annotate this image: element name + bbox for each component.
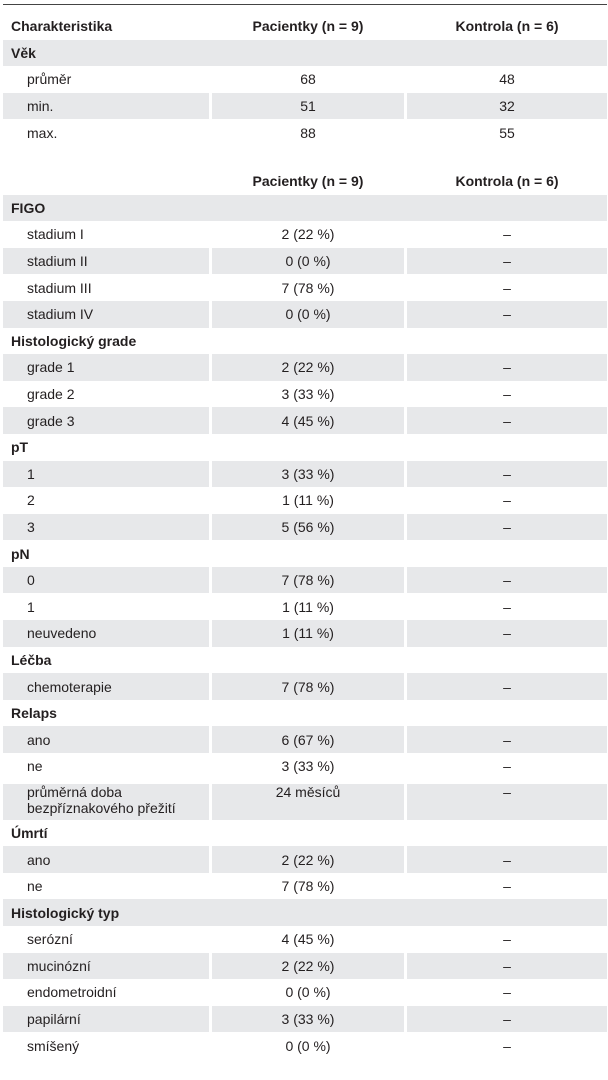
row-label: ne [27, 878, 43, 895]
table-top-rule [3, 4, 607, 5]
table-row [3, 119, 607, 146]
control-value: – [503, 931, 511, 948]
table-row [3, 846, 607, 873]
table-row [3, 66, 607, 93]
row-label: mucinózní [3, 953, 209, 980]
patients-value: 3 (33 %) [281, 386, 335, 403]
table-row [3, 726, 607, 753]
table-row [3, 1032, 607, 1059]
group-title: Histologický typ [3, 899, 607, 926]
control-value: 32 [407, 93, 607, 120]
row-label: 1 [3, 461, 209, 488]
control-value: – [407, 726, 607, 753]
control-value: – [407, 1006, 607, 1033]
row-label: serózní [27, 931, 73, 948]
row-label: chemoterapie [3, 673, 209, 700]
age-section-title [3, 40, 607, 67]
section-gap [3, 146, 607, 168]
group-title-row [3, 195, 607, 222]
control-value: – [407, 953, 607, 980]
patients-value: 2 (22 %) [212, 953, 404, 980]
row-label: průměr [27, 71, 72, 88]
header-empty [3, 168, 209, 195]
control-value: – [407, 514, 607, 541]
group-title: Léčba [11, 651, 52, 668]
characteristics-table [3, 0, 607, 1059]
row-label: papilární [3, 1006, 209, 1033]
table-header [3, 13, 607, 40]
header-control: Kontrola (n = 6) [455, 173, 559, 190]
row-label: 1 [27, 598, 35, 615]
control-value: – [407, 620, 607, 647]
control-value: – [503, 226, 511, 243]
control-value: – [503, 984, 511, 1001]
patients-value: 2 (22 %) [212, 354, 404, 381]
patients-value: 0 (0 %) [212, 301, 404, 328]
patients-value: 24 měsíců [212, 784, 404, 820]
control-value: – [503, 758, 511, 775]
table-row [3, 514, 607, 541]
control-value: – [407, 846, 607, 873]
patients-value: 7 (78 %) [281, 279, 335, 296]
row-label: stadium I [27, 226, 84, 243]
row-label: ano [3, 846, 209, 873]
row-label: 3 [3, 514, 209, 541]
patients-value: 51 [212, 93, 404, 120]
patients-value: 5 (56 %) [212, 514, 404, 541]
row-label: 2 [27, 492, 35, 509]
control-value: – [503, 279, 511, 296]
control-value: 48 [499, 71, 515, 88]
patients-value: 1 (11 %) [212, 620, 404, 647]
control-value: – [503, 1037, 511, 1054]
table-row [3, 1006, 607, 1033]
row-label: stadium II [3, 248, 209, 275]
row-label: grade 2 [27, 386, 75, 403]
patients-value: 2 (22 %) [212, 846, 404, 873]
row-label: neuvedeno [3, 620, 209, 647]
group-title-row [3, 434, 607, 461]
patients-value: 88 [300, 124, 316, 141]
header-control: Kontrola (n = 6) [455, 18, 559, 35]
control-value: – [407, 301, 607, 328]
patients-value: 1 (11 %) [282, 492, 334, 509]
header-patients: Pacientky (n = 9) [252, 173, 364, 190]
table-row [3, 926, 607, 953]
row-label: průměrná doba bezpříznakového přežití [3, 784, 209, 820]
row-label: max. [27, 124, 58, 141]
header-characteristic: Charakteristika [11, 18, 113, 35]
patients-value: 0 (0 %) [212, 248, 404, 275]
table-row [3, 593, 607, 620]
row-label: smíšený [27, 1037, 80, 1054]
group-title-row [3, 820, 607, 847]
header-patients: Pacientky (n = 9) [252, 18, 364, 35]
table-row [3, 953, 607, 980]
table-row [3, 753, 607, 780]
row-label: stadium III [27, 279, 92, 296]
control-value: – [503, 492, 511, 509]
table-row [3, 673, 607, 700]
control-value: – [503, 598, 511, 615]
patients-value: 3 (33 %) [212, 1006, 404, 1033]
patients-value: 1 (11 %) [282, 598, 334, 615]
patients-value: 68 [300, 71, 316, 88]
control-value: – [407, 354, 607, 381]
control-value: – [407, 673, 607, 700]
patients-value: 7 (78 %) [212, 673, 404, 700]
group-title-row [3, 647, 607, 674]
table-header-2 [3, 168, 607, 195]
group-title-row [3, 328, 607, 355]
section-title: Věk [3, 40, 607, 67]
groups-container [3, 195, 607, 1059]
table-row [3, 873, 607, 900]
control-value: – [503, 386, 511, 403]
patients-value: 2 (22 %) [281, 226, 335, 243]
group-title-row [3, 899, 607, 926]
row-label: 0 [3, 567, 209, 594]
patients-value: 7 (78 %) [212, 567, 404, 594]
patients-value: 7 (78 %) [281, 878, 335, 895]
patients-value: 4 (45 %) [281, 931, 335, 948]
table-row [3, 221, 607, 248]
control-value: – [407, 248, 607, 275]
row-label: ne [27, 758, 43, 775]
patients-value: 0 (0 %) [285, 984, 331, 1001]
table-row [3, 487, 607, 514]
control-value: – [407, 407, 607, 434]
control-value: – [503, 878, 511, 895]
group-title: Relaps [11, 705, 57, 722]
table-row [3, 407, 607, 434]
row-label: endometroidní [27, 984, 117, 1001]
row-label: grade 3 [3, 407, 209, 434]
table-row [3, 620, 607, 647]
group-title: pT [11, 439, 29, 456]
group-title: pN [11, 545, 30, 562]
group-title-row [3, 540, 607, 567]
table-row [3, 248, 607, 275]
table-row [3, 93, 607, 120]
table-row [3, 301, 607, 328]
control-value: – [407, 461, 607, 488]
patients-value: 4 (45 %) [212, 407, 404, 434]
group-title-row [3, 700, 607, 727]
control-value: 55 [499, 124, 515, 141]
table-row [3, 354, 607, 381]
table-row [3, 780, 607, 820]
patients-value: 3 (33 %) [212, 461, 404, 488]
patients-value: 3 (33 %) [281, 758, 335, 775]
row-label: stadium IV [3, 301, 209, 328]
table-row [3, 381, 607, 408]
row-label: ano [3, 726, 209, 753]
table-row [3, 274, 607, 301]
group-title: Úmrtí [11, 824, 48, 841]
table-row [3, 461, 607, 488]
row-label: grade 1 [3, 354, 209, 381]
table-row [3, 979, 607, 1006]
control-value: – [407, 567, 607, 594]
table-row [3, 567, 607, 594]
row-label: min. [3, 93, 209, 120]
group-title: FIGO [3, 195, 607, 222]
control-value: – [407, 784, 607, 820]
patients-value: 6 (67 %) [212, 726, 404, 753]
group-title: Histologický grade [11, 332, 137, 349]
patients-value: 0 (0 %) [285, 1037, 331, 1054]
